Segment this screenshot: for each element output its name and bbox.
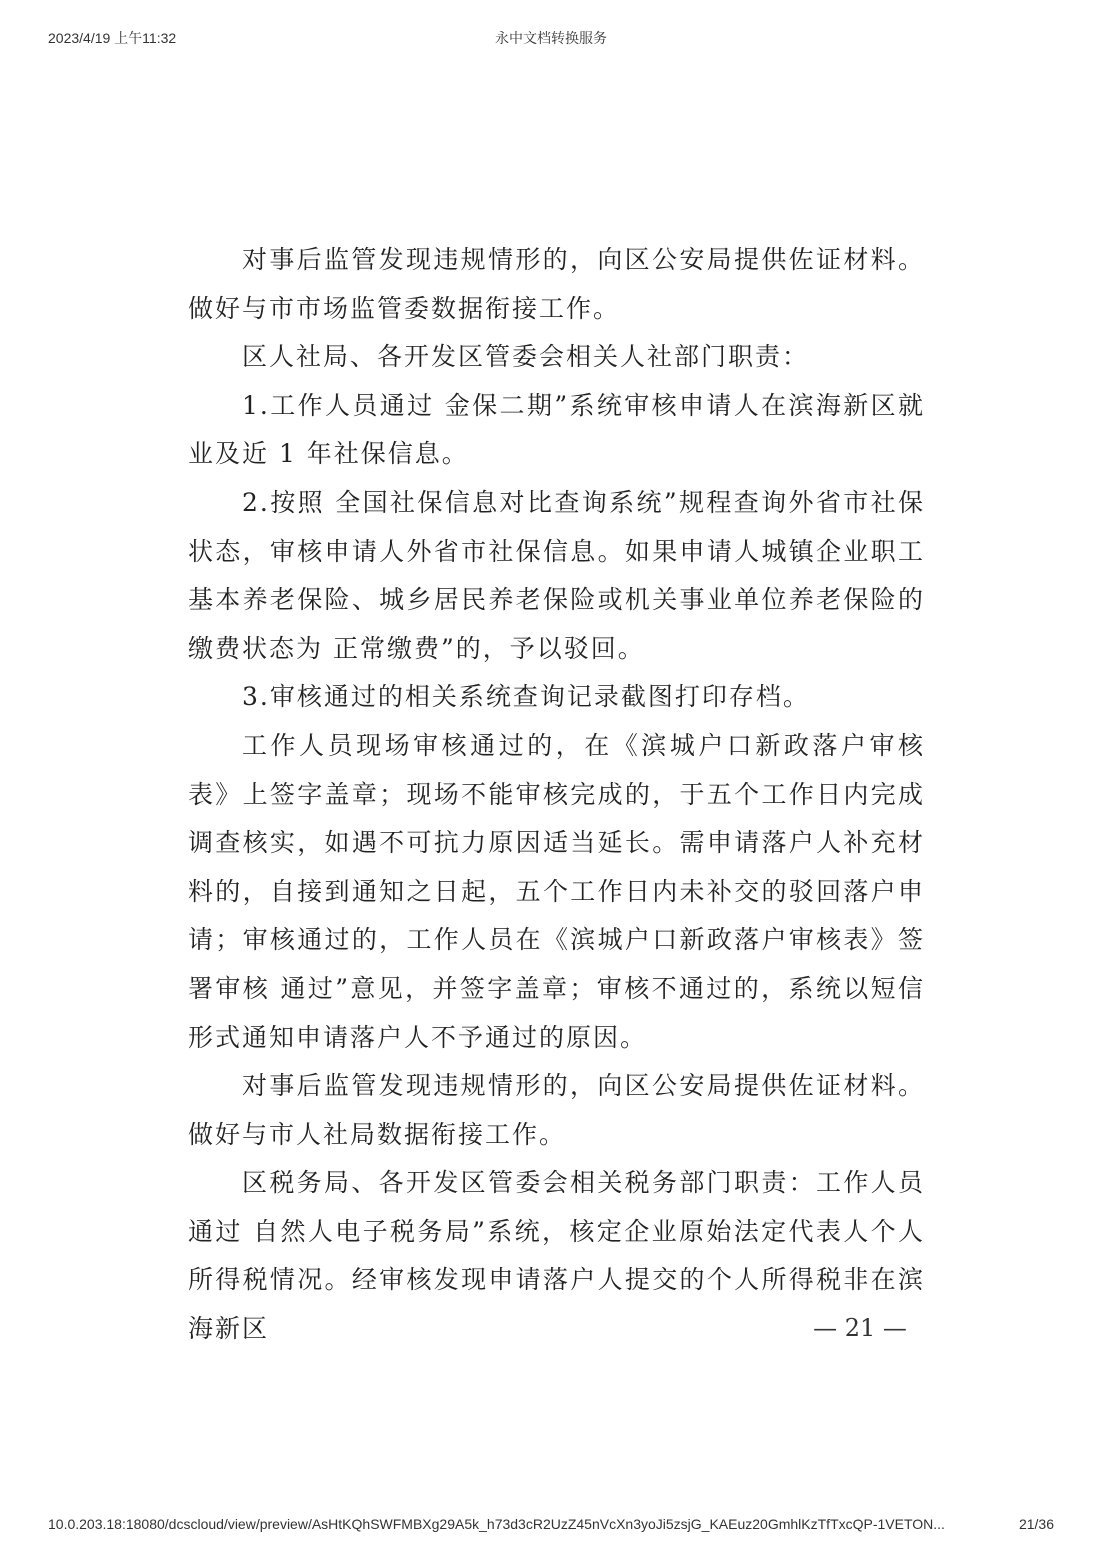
print-header [0,28,1102,50]
paragraph: 2.按照 全国社保信息对比查询系统”规程查询外省市社保状态，审核申请人外省市社保信息。如果申请人城镇企业职工基本养老保险、城乡居民养老保险或机关事业单位养老保险的缴费状态为 正常缴费”的，予以驳回。 [188,487,925,663]
page-number: — 21 — [813,1314,907,1342]
document-body [188,236,925,1354]
print-page-count: 21/36 [1018,1516,1054,1532]
paragraph: 1.工作人员通过 金保二期”系统审核申请人在滨海新区就业及近 1 年社保信息。 [188,390,925,469]
print-site-title: 永中文档转换服务 [495,30,607,46]
print-url: 10.0.203.18:18080/dcscloud/view/preview/AsHtKQhSWFMBXg29A5k_h73d3cR2UzZ45nVcXn3yoJi5zsjG_KAEuz20GmhlKzTfTxcQP-1VETON... [48,1516,945,1532]
paragraph: 对事后监管发现违规情形的，向区公安局提供佐证材料。做好与市人社局数据衔接工作。 [188,1071,925,1149]
paragraph: 区税务局、各开发区管委会相关税务部门职责：工作人员通过 自然人电子税务局”系统，核定企业原始法定代表人个人所得税情况。经审核发现申请落户人提交的个人所得税非在滨海新区 [188,1168,925,1344]
paragraph: 工作人员现场审核通过的，在《滨城户口新政落户审核表》上签字盖章；现场不能审核完成的，于五个工作日内完成调查核实，如遇不可抗力原因适当延长。需申请落户人补充材料的，自接到通知之日起，五个工作日内未补交的驳回落户申请；审核通过的，工作人员在《滨城户口新政落户审核表》签署审核 通过”意见，并签字盖章；审核不通过的，系统以短信形式通知申请落户人不予通过的原因。 [188,730,925,1052]
print-footer [0,1516,1102,1538]
print-datetime: 2023/4/19 上午11:32 [48,30,177,46]
paragraph: 对事后监管发现违规情形的，向区公安局提供佐证材料。做好与市市场监管委数据衔接工作。 [188,245,925,323]
paragraph: 区人社局、各开发区管委会相关人社部门职责： [242,342,810,372]
paragraph: 3.审核通过的相关系统查询记录截图打印存档。 [242,682,810,712]
